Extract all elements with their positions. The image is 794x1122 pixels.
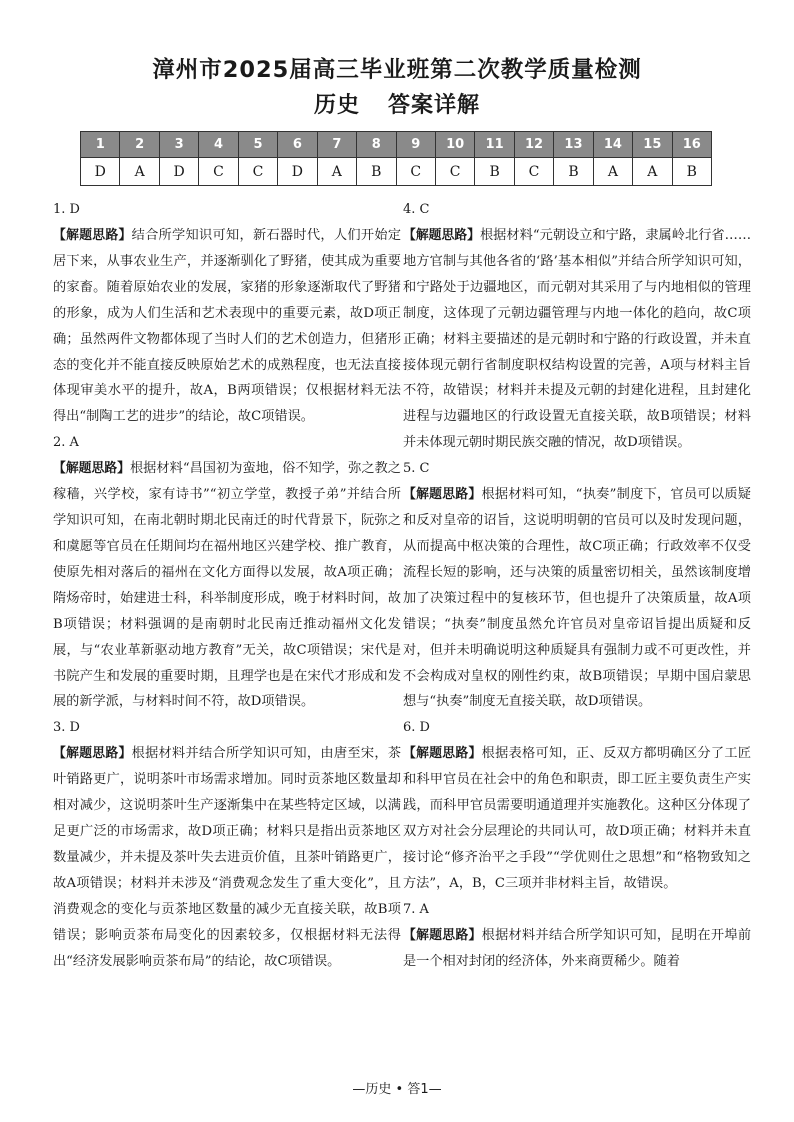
question-number: 2. A [53,435,79,451]
question-number-cell: 12 [514,132,553,158]
answer-table [80,131,712,186]
answer-table-header-row [81,132,712,158]
question-number: 3. D [53,720,80,736]
question-number-cell: 7 [317,132,356,158]
explanation-text: 根据材料并结合所学知识可知，由唐至宋，茶叶销路更广，说明茶叶市场需求增加。同时贡茶地区数量却相对减少，这说明茶叶生产逐渐集中在某些特定区域，以满足更广泛的市场需求，故D项正确；材料只是指出贡茶地区数量减少，并未提及茶叶失去进贡价值，且茶叶销路更广，故A项错误；材料并未涉及“消费观念发生了重大变化”，且消费观念的变化与贡茶地区数量的减少无直接关联，故B项错误；影响贡茶布局变化的因素较多，仅根据材料无法得出“经济发展影响贡茶布局”的结论，故C项错误。 [53,746,402,969]
explanation [403,223,751,456]
right-column [403,197,751,975]
explanation-tag: 【解题思路】 [403,746,482,762]
answer-cell: A [120,158,159,186]
question-number: 5. C [403,461,430,477]
question-number: 4. C [403,202,430,217]
explanation-tag: 【解题思路】 [403,228,480,243]
page-footer: —历史 • 答1— [352,1082,442,1097]
question-number-cell: 4 [199,132,238,158]
question-block [403,898,751,975]
question-number-cell: 2 [120,132,159,158]
question-number: 7. A [403,901,429,917]
left-column [53,197,401,974]
explanation-text: 根据材料可知，“执奏”制度下，官员可以质疑和反对皇帝的诏旨，这说明明朝的官员可以及时发现问题，从而提高中枢决策的合理性，故C项正确；行政效率不仅受流程长短的影响，还与决策的质量密切相关，虽然该制度增加了决策过程中的复核环节，但也提升了决策质量，故A项错误；“执奏”制度虽然允许官员对皇帝诏旨提出质疑和反对，但并未明确说明这种质疑具有强制力或不可更改性，并不会构成对皇权的刚性约束，故B项错误；早期中国启蒙思想与“执奏”制度无直接关联，故D项错误。 [403,487,751,710]
answer-cell: B [554,158,593,186]
explanation-tag: 【解题思路】 [403,487,482,503]
question-number-cell: 3 [159,132,198,158]
explanation [403,482,751,715]
answer-cell: C [514,158,553,186]
answer-cell: C [199,158,238,186]
question-block [53,198,401,430]
answer-cell: C [396,158,435,186]
question-number-cell: 8 [357,132,396,158]
question-number-cell: 6 [278,132,317,158]
question-number-cell: 9 [396,132,435,158]
explanation-text: 根据材料并结合所学知识可知，昆明在开埠前是一个相对封闭的经济体，外来商贾稀少。随着 [403,927,752,969]
question-number-cell: 5 [238,132,277,158]
question-number-cell: 14 [593,132,632,158]
question-block [53,431,401,715]
answer-cell: B [357,158,396,186]
explanation-tag: 【解题思路】 [53,746,132,762]
answer-cell: A [593,158,632,186]
explanation [53,456,401,715]
question-number-cell: 15 [633,132,672,158]
question-number-cell: 11 [475,132,514,158]
answer-cell: D [81,158,120,186]
question-block [403,716,751,896]
question-block [53,716,401,974]
explanation-tag: 【解题思路】 [53,228,132,243]
explanation-tag: 【解题思路】 [403,927,482,943]
answer-cell: D [159,158,198,186]
question-number: 6. D [403,720,430,736]
question-number-cell: 1 [81,132,120,158]
question-block [403,457,751,715]
subject-label: 历史 [313,93,360,118]
explanation-text: 根据表格可知，正、反双方都明确区分了工匠和科甲官员在社会中的角色和职责，即工匠主要负责生产实践，而科甲官员需要明通道理并实施教化。这种区分体现了双方对社会分层理论的共同认可，故D项正确；材料并未直接讨论“修齐治平之手段”“学优则仕之思想”和“格物致知之方法”，A，B，C三项并非材料主旨，故错误。 [403,746,752,891]
doc-label: 答案详解 [388,93,481,118]
explanation [403,741,751,896]
page-subtitle [0,88,794,119]
answer-cell: A [317,158,356,186]
answer-cell: C [238,158,277,186]
explanation [53,223,401,430]
explanation [53,741,401,974]
answer-cell: A [633,158,672,186]
answer-cell: B [672,158,711,186]
explanation-text: 根据材料“昌国初为蛮地，俗不知学，弥之教之稼穑，兴学校，家有诗书”“初立学堂，教授子弟”并结合所学知识可知，在南北朝时期北民南迁的时代背景下，阮弥之和虞愿等官员在任期间均在福州地区兴建学校、推广教育，使原先相对落后的福州在文化方面得以发展，故A项正确；隋炀帝时，始建进士科，科举制度形成，晚于材料时间，故B项错误；材料强调的是南朝时北民南迁推动福州文化发展，与“农业革新驱动地方教育”无关，故C项错误；宋代是书院产生和发展的重要时期，且理学也是在宋代才形成和发展的新学派，与材料时间不符，故D项错误。 [53,461,401,710]
question-number: 1. D [53,202,80,217]
question-number-cell: 10 [435,132,474,158]
explanation-text: 结合所学知识可知，新石器时代，人们开始定居下来，从事农业生产，并逐渐驯化了野猪，使其成为重要的家畜。随着原始农业的发展，家猪的形象逐渐取代了野猪的形象，成为人们生活和艺术表现中的重要元素，故D项正确；虽然两件文物都体现了当时人们的艺术创造力，但猪形态的变化并不能直接反映原始艺术的成熟程度，也无法直接体现审美水平的提升，故A，B两项错误；仅根据材料无法得出“制陶工艺的进步”的结论，故C项错误。 [53,228,402,425]
explanation-text: 根据材料“元朝设立和宁路，隶属岭北行省……地方官制与其他各省的‘路’基本相似”并结合所学知识可知，和宁路处于边疆地区，而元朝对其采用了与内地相似的管理制度，这体现了元朝边疆管理与内地一体化的趋向，故C项正确；材料主要描述的是元朝时和宁路的行政设置，并未直接体现元朝行省制度职权结构设置的完善，A项与材料主旨不符，故错误；材料并未提及元朝的封建化进程，且封建化进程与边疆地区的行政设置无直接关联，故B项错误；材料并未体现元朝时期民族交融的情况，故D项错误。 [403,228,752,451]
question-number-cell: 16 [672,132,711,158]
answer-table-value-row [81,158,712,186]
question-number-cell: 13 [554,132,593,158]
explanation-tag: 【解题思路】 [53,461,130,477]
answer-cell: D [278,158,317,186]
page-title: 漳州市2025届高三毕业班第二次教学质量检测 [152,57,642,83]
answer-cell: C [435,158,474,186]
explanation [403,923,751,975]
answer-cell: B [475,158,514,186]
question-block [403,198,751,456]
